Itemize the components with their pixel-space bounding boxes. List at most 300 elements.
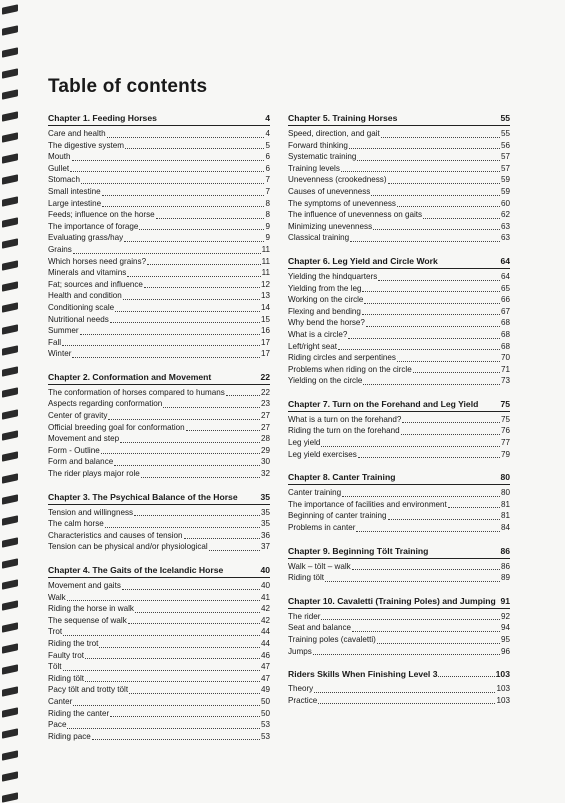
entry-title: Stomach [48, 175, 80, 185]
toc-entry[interactable] [48, 422, 270, 434]
entry-page-number: 92 [500, 611, 510, 621]
leader-dots [321, 446, 500, 447]
toc-entry[interactable] [48, 348, 270, 360]
leader-dots [105, 527, 260, 528]
binding-hole [2, 153, 18, 163]
entry-page-number: 59 [500, 186, 510, 196]
toc-entry[interactable] [48, 456, 270, 468]
leader-dots [184, 538, 260, 539]
entry-page-number: 68 [500, 329, 510, 339]
leader-dots [129, 693, 260, 694]
toc-entry[interactable] [48, 615, 270, 627]
entry-title: The sequense of walk [48, 615, 127, 625]
entry-page-number: 42 [260, 604, 270, 614]
entry-title: Left/right seat [288, 341, 338, 351]
entry-page-number: 73 [500, 376, 510, 386]
toc-entry[interactable] [288, 186, 510, 198]
toc-entry[interactable] [288, 522, 510, 534]
entry-title: Riding circles and serpentines [288, 353, 396, 363]
entry-page-number: 67 [500, 306, 510, 316]
entry-page-number: 71 [500, 364, 510, 374]
toc-entry[interactable] [288, 375, 510, 387]
entry-title: Evaluating grass/hay [48, 233, 124, 243]
leader-dots [70, 171, 264, 172]
toc-entry[interactable] [288, 425, 510, 437]
entry-title: Feeds; influence on the horse [48, 210, 155, 220]
chapter-page-number: 40 [260, 565, 270, 575]
toc-entry[interactable] [48, 209, 270, 221]
entry-title: Movement and gaits [48, 581, 121, 590]
toc-entry[interactable] [288, 306, 510, 318]
toc-entry[interactable] [48, 302, 270, 314]
leader-dots [128, 623, 260, 624]
entry-title: The symptoms of unevenness [288, 198, 396, 208]
toc-entry[interactable] [48, 673, 270, 685]
binding-hole [2, 47, 18, 57]
leader-dots [357, 160, 500, 161]
entry-title: Summer [48, 326, 79, 336]
toc-entry[interactable] [288, 683, 510, 695]
leader-dots [67, 728, 260, 729]
toc-entry[interactable] [48, 387, 270, 399]
entry-page-number: 50 [260, 708, 270, 718]
leader-dots [92, 739, 260, 740]
toc-entry[interactable] [288, 634, 510, 646]
entry-title: Tölt [48, 662, 62, 672]
leader-dots [124, 241, 264, 242]
leader-dots [125, 148, 264, 149]
leader-dots [147, 264, 261, 265]
leader-dots [67, 600, 260, 601]
entry-title: Yielding from the leg [288, 283, 362, 293]
toc-entry[interactable] [48, 719, 270, 731]
entry-page-number: 44 [260, 627, 270, 637]
binding-hole [2, 26, 18, 36]
entry-title: Why bend the horse? [288, 318, 365, 328]
leader-dots [163, 407, 260, 408]
leader-dots [388, 519, 500, 520]
leader-dots [397, 206, 500, 207]
entry-page-number: 86 [500, 561, 510, 571]
chapter-page-number: 4 [265, 113, 270, 123]
entry-page-number: 68 [500, 318, 510, 328]
toc-entry[interactable] [48, 684, 270, 696]
chapter-title: Chapter 8. Canter Training [288, 472, 396, 483]
toc-entry[interactable] [48, 518, 270, 530]
entry-page-number: 95 [500, 635, 510, 644]
toc-entry[interactable] [288, 221, 510, 233]
binding-hole [2, 750, 18, 760]
toc-entry[interactable] [48, 696, 270, 708]
chapter-section [48, 492, 270, 553]
entry-title: Minerals and vitamins [48, 268, 127, 278]
binding-hole [2, 68, 18, 78]
toc-entry[interactable] [48, 314, 270, 326]
entry-title: The importance of forage [48, 221, 139, 231]
entry-title: Pace [48, 720, 67, 730]
entry-title: Which horses need grains? [48, 256, 147, 266]
entry-page-number: 14 [260, 302, 270, 312]
entry-title: Care and health [48, 129, 106, 138]
entry-page-number: 9 [265, 233, 270, 243]
leader-dots [80, 334, 260, 335]
entry-title: Problems in canter [288, 523, 356, 533]
leader-dots [371, 195, 500, 196]
toc-entry[interactable] [288, 414, 510, 426]
entry-page-number: 59 [500, 175, 510, 185]
entry-page-number: 8 [265, 198, 270, 208]
toc-entry[interactable] [48, 530, 270, 542]
chapter-page-number: 55 [500, 113, 510, 123]
toc-entry[interactable] [48, 151, 270, 163]
entry-title: Canter [48, 696, 73, 706]
entry-title: What is a turn on the forehand? [288, 414, 402, 424]
toc-entry[interactable] [288, 499, 510, 511]
toc-entry[interactable] [48, 433, 270, 445]
toc-entry[interactable] [48, 325, 270, 337]
entry-page-number: 96 [500, 646, 510, 656]
chapter-heading[interactable] [48, 492, 270, 505]
binding-hole [2, 792, 18, 802]
chapter-title: Chapter 6. Leg Yield and Circle Work [288, 255, 438, 266]
binding-hole [2, 89, 18, 99]
toc-entry[interactable] [48, 592, 270, 604]
binding-hole [2, 281, 18, 291]
toc-entry[interactable] [48, 661, 270, 673]
entry-title: Tension and willingness [48, 507, 134, 517]
chapter-heading[interactable] [288, 596, 510, 609]
binding-hole [2, 4, 18, 14]
binding-hole [2, 643, 18, 653]
entry-title: Problems when riding on the circle [288, 364, 412, 374]
toc-entry[interactable] [288, 572, 510, 584]
leader-dots [356, 531, 500, 532]
leader-dots [377, 643, 500, 644]
entry-title: Fat; sources and influence [48, 279, 143, 289]
toc-entry[interactable] [48, 731, 270, 743]
chapter-heading[interactable] [288, 546, 510, 559]
entry-page-number: 89 [500, 573, 510, 583]
toc-entry[interactable] [288, 364, 510, 376]
toc-entry[interactable] [288, 174, 510, 186]
entry-page-number: 28 [260, 434, 270, 444]
entry-title: Fall [48, 337, 62, 347]
toc-entry[interactable] [288, 510, 510, 522]
entry-page-number: 81 [500, 511, 510, 521]
toc-entry[interactable] [48, 198, 270, 210]
toc-entry[interactable] [48, 650, 270, 662]
chapter-section [288, 256, 510, 387]
entry-title: Mouth [48, 152, 71, 162]
leader-dots [63, 670, 260, 671]
toc-entry[interactable] [288, 140, 510, 152]
leader-dots [352, 631, 500, 632]
entry-title: Unevenness (crookedness) [288, 175, 387, 185]
entry-page-number: 63 [500, 233, 510, 243]
leader-dots [108, 419, 260, 420]
entry-page-number: 47 [260, 662, 270, 672]
toc-entry[interactable] [288, 487, 510, 499]
binding-hole [2, 537, 18, 547]
entry-title: Walk [48, 592, 66, 602]
leader-dots [423, 218, 500, 219]
leader-dots [110, 322, 260, 323]
leader-dots [85, 681, 260, 682]
binding-hole [2, 388, 18, 398]
entry-title: Center of gravity [48, 411, 108, 421]
entry-title: Form - Outline [48, 445, 100, 455]
toc-entry[interactable] [48, 337, 270, 349]
toc-entry[interactable] [288, 163, 510, 175]
toc-entry[interactable] [288, 283, 510, 295]
leader-dots [313, 654, 500, 655]
binding-hole [2, 473, 18, 483]
entry-title: Riding pace [48, 731, 91, 741]
toc-entry[interactable] [288, 611, 510, 623]
chapter-section [288, 399, 510, 460]
leader-dots [156, 218, 265, 219]
entry-title: Conditioning scale [48, 302, 115, 312]
entry-page-number: 42 [260, 615, 270, 625]
toc-entry[interactable] [48, 410, 270, 422]
entry-title: Trot [48, 627, 63, 637]
entry-page-number: 56 [500, 140, 510, 150]
toc-entry[interactable] [48, 541, 270, 553]
chapter-page-number: 103 [495, 669, 510, 680]
binding-hole [2, 728, 18, 738]
toc-entry[interactable] [288, 317, 510, 329]
chapter-title: Chapter 7. Turn on the Forehand and Leg Yield [288, 398, 479, 409]
entry-page-number: 79 [500, 449, 510, 459]
entry-page-number: 9 [265, 221, 270, 231]
toc-entry[interactable] [288, 128, 510, 140]
chapter-section [288, 669, 510, 706]
entry-title: The rider [288, 611, 321, 621]
toc-entry[interactable] [288, 294, 510, 306]
chapter-section [288, 546, 510, 584]
toc-entry[interactable] [48, 603, 270, 615]
toc-entry[interactable] [48, 221, 270, 233]
entry-page-number: 32 [260, 469, 270, 479]
toc-entry[interactable] [288, 622, 510, 634]
entry-title: Practice [288, 695, 318, 705]
leader-dots [378, 280, 500, 281]
leader-dots [72, 357, 260, 358]
leader-dots [318, 703, 495, 704]
entry-title: Aspects regarding conformation [48, 399, 163, 409]
entry-page-number: 40 [260, 581, 270, 590]
chapter-title: Riders Skills When Finishing Level 3 [288, 669, 438, 680]
entry-page-number: 6 [265, 163, 270, 173]
entry-page-number: 57 [500, 163, 510, 173]
entry-title: Riding the canter [48, 708, 110, 718]
toc-entry[interactable] [288, 198, 510, 210]
entry-page-number: 8 [265, 210, 270, 220]
toc-entry[interactable] [48, 580, 270, 592]
entry-page-number: 7 [265, 175, 270, 185]
entry-page-number: 17 [260, 349, 270, 359]
leader-dots [141, 477, 260, 478]
leader-dots [123, 299, 260, 300]
chapter-heading[interactable] [48, 113, 270, 126]
entry-title: Riding the turn on the forehand [288, 426, 400, 436]
leader-dots [122, 589, 260, 590]
entry-title: Minimizing unevenness [288, 221, 373, 231]
entry-page-number: 37 [260, 542, 270, 552]
entry-title: Leg yield exercises [288, 449, 357, 459]
toc-entry[interactable] [48, 708, 270, 720]
binding-hole [2, 686, 18, 696]
binding-hole [2, 324, 18, 334]
entry-page-number: 35 [260, 519, 270, 529]
page-title: Table of contents [48, 76, 208, 97]
entry-title: Seat and balance [288, 623, 352, 633]
toc-entry[interactable] [48, 244, 270, 256]
entry-title: The importance of facilities and environment [288, 499, 447, 509]
binding-hole [2, 622, 18, 632]
toc-left-column [48, 113, 270, 754]
entry-title: Health and condition [48, 291, 122, 301]
entry-page-number: 4 [265, 129, 270, 138]
chapter-heading[interactable] [288, 472, 510, 485]
toc-entry[interactable] [48, 174, 270, 186]
toc-entry[interactable] [288, 437, 510, 449]
entry-title: Jumps [288, 646, 312, 656]
toc-entry[interactable] [48, 256, 270, 268]
entry-page-number: 53 [260, 720, 270, 730]
entry-page-number: 12 [260, 279, 270, 289]
chapter-page-number: 86 [500, 545, 510, 556]
chapter-heading[interactable] [48, 372, 270, 385]
entry-title: The digestive system [48, 140, 125, 150]
chapter-title: Chapter 1. Feeding Horses [48, 113, 157, 123]
binding-hole [2, 239, 18, 249]
toc-entry[interactable] [48, 267, 270, 279]
toc-entry[interactable] [48, 468, 270, 480]
leader-dots [102, 206, 264, 207]
leader-dots [186, 430, 260, 431]
chapter-heading[interactable] [288, 399, 510, 412]
leader-dots [144, 287, 260, 288]
toc-entry[interactable] [48, 279, 270, 291]
binding-hole [2, 579, 18, 589]
leader-dots [81, 183, 265, 184]
binding-hole [2, 132, 18, 142]
leader-dots [114, 465, 260, 466]
binding-hole [2, 601, 18, 611]
entry-title: Walk – tölt – walk [288, 561, 351, 571]
entry-page-number: 60 [500, 198, 510, 208]
entry-title: What is a circle? [288, 329, 348, 339]
entry-title: Leg yield [288, 438, 321, 448]
entry-page-number: 63 [500, 221, 510, 231]
toc-entry[interactable] [48, 638, 270, 650]
entry-title: Beginning of canter training [288, 511, 387, 521]
chapter-heading[interactable] [288, 113, 510, 126]
entry-page-number: 27 [260, 411, 270, 421]
toc-entry[interactable] [48, 445, 270, 457]
chapter-heading[interactable] [288, 669, 510, 681]
toc-entry[interactable] [48, 232, 270, 244]
toc-right-column [288, 113, 510, 718]
binding-hole [2, 665, 18, 675]
toc-entry[interactable] [288, 646, 510, 658]
toc-entry[interactable] [48, 163, 270, 175]
entry-title: Systematic training [288, 152, 357, 162]
leader-dots [135, 612, 260, 613]
entry-title: The rider plays major role [48, 469, 140, 479]
toc-entry[interactable] [288, 329, 510, 341]
toc-entry[interactable] [48, 507, 270, 519]
chapter-heading[interactable] [48, 565, 270, 578]
toc-entry[interactable] [48, 290, 270, 302]
binding-hole [2, 430, 18, 440]
binding-hole [2, 196, 18, 206]
leader-dots [101, 453, 260, 454]
toc-entry[interactable] [48, 398, 270, 410]
entry-page-number: 36 [260, 530, 270, 540]
toc-entry[interactable] [288, 232, 510, 244]
entry-page-number: 64 [500, 271, 510, 281]
toc-entry[interactable] [48, 626, 270, 638]
entry-page-number: 15 [260, 314, 270, 324]
chapter-section [288, 113, 510, 244]
binding-hole [2, 558, 18, 568]
leader-dots [438, 676, 494, 677]
leader-dots [73, 253, 261, 254]
binding-hole [2, 302, 18, 312]
toc-entry[interactable] [288, 695, 510, 707]
entry-title: Training levels [288, 163, 340, 173]
toc-entry[interactable] [48, 128, 270, 140]
leader-dots [314, 692, 495, 693]
entry-title: Theory [288, 684, 314, 694]
entry-title: Flexing and bending [288, 306, 361, 316]
entry-title: Yielding on the circle [288, 376, 363, 386]
leader-dots [63, 635, 260, 636]
entry-page-number: 94 [500, 623, 510, 633]
leader-dots [350, 241, 500, 242]
entry-title: Gullet [48, 163, 70, 173]
toc-entry[interactable] [48, 140, 270, 152]
entry-page-number: 75 [500, 414, 510, 424]
chapter-page-number: 64 [500, 255, 510, 266]
entry-title: Grains [48, 244, 72, 254]
chapter-section [288, 472, 510, 533]
toc-entry[interactable] [288, 209, 510, 221]
toc-entry[interactable] [48, 186, 270, 198]
entry-page-number: 11 [261, 244, 270, 254]
toc-entry[interactable] [288, 341, 510, 353]
entry-page-number: 65 [500, 283, 510, 293]
toc-entry[interactable] [288, 271, 510, 283]
entry-page-number: 16 [260, 326, 270, 336]
leader-dots [338, 349, 500, 350]
entry-page-number: 23 [260, 399, 270, 409]
toc-entry[interactable] [288, 151, 510, 163]
leader-dots [72, 160, 265, 161]
entry-page-number: 7 [265, 186, 270, 196]
chapter-heading[interactable] [288, 256, 510, 269]
leader-dots [321, 619, 500, 620]
toc-entry[interactable] [288, 352, 510, 364]
entry-title: Forward thinking [288, 140, 348, 150]
entry-title: Riding the horse in walk [48, 604, 134, 614]
toc-entry[interactable] [288, 561, 510, 573]
entry-page-number: 57 [500, 152, 510, 162]
toc-entry[interactable] [288, 449, 510, 461]
entry-page-number: 27 [260, 422, 270, 432]
